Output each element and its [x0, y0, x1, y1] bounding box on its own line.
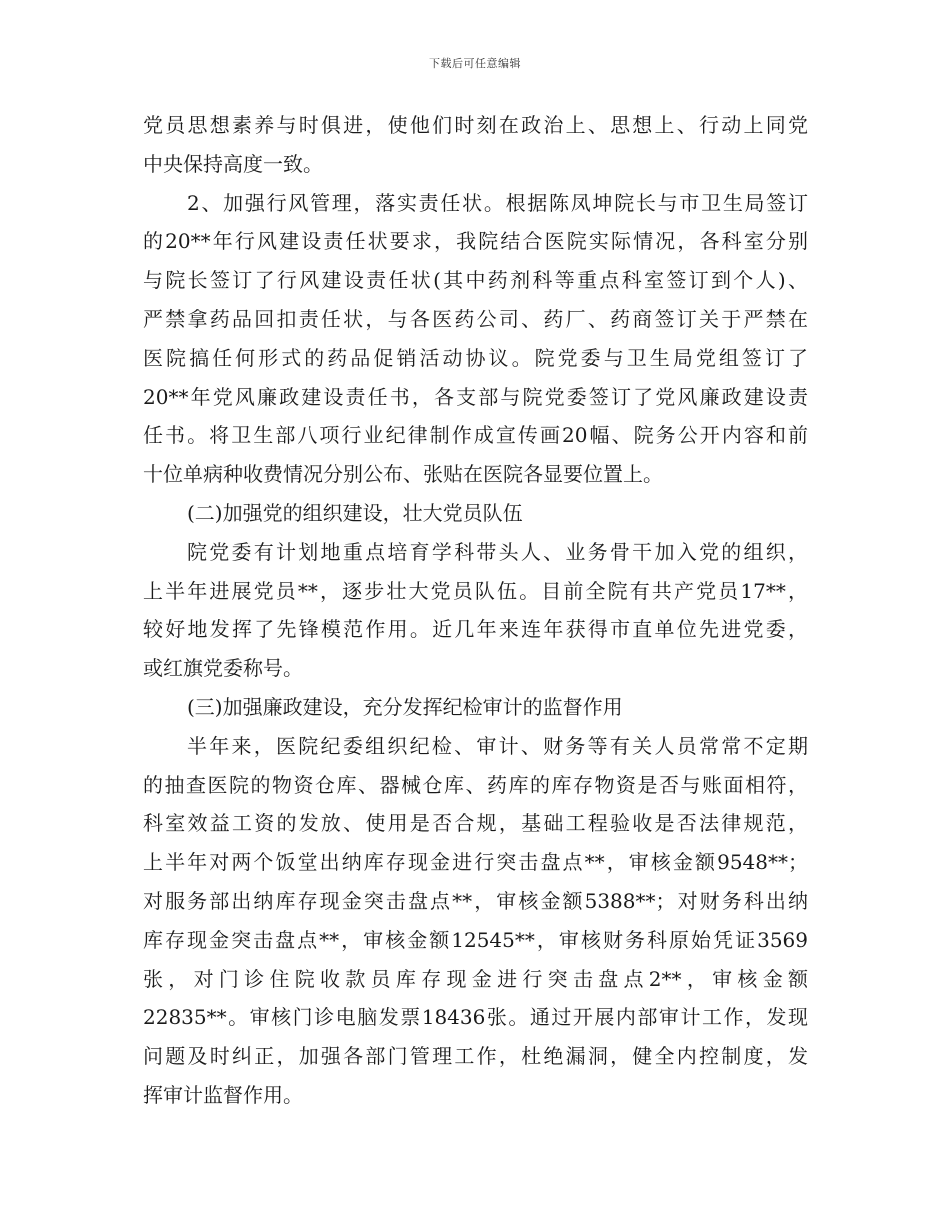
text-line: 任书。将卫生部八项行业纪律制作成宣传画20幅、院务公开内容和前 — [143, 423, 808, 448]
text-line: 22835**。审核门诊电脑发票18436张。通过开展内部审计工作，发现 — [143, 1005, 808, 1030]
text-line: 党员思想素养与时俱进，使他们时刻在政治上、思想上、行动上同党 — [143, 113, 808, 137]
text-line: 较好地发挥了先锋模范作用。近几年来连年获得市直单位先进党委， — [143, 617, 808, 642]
text-line: 科室效益工资的发放、使用是否合规，基础工程验收是否法律规范， — [143, 811, 808, 836]
text-line: (二)加强党的组织建设，壮大党员队伍 — [187, 500, 523, 525]
text-line: 库存现金突击盘点**，审核金额12545**，审核财务科原始凭证3569 — [143, 927, 808, 952]
text-line: 十位单病种收费情况分别公布、张贴在医院各显要位置上。 — [143, 462, 663, 487]
text-line: 问题及时纠正，加强各部门管理工作，杜绝漏洞，健全内控制度，发 — [143, 1044, 808, 1069]
text-line: 严禁拿药品回扣责任状，与各医药公司、药厂、药商签订关于严禁在 — [143, 306, 808, 331]
text-line: 医院搞任何形式的药品促销活动协议。院党委与卫生局党组签订了 — [143, 345, 808, 370]
document-body — [143, 106, 808, 1115]
text-line: 挥审计监督作用。 — [143, 1082, 303, 1107]
text-line: 院党委有计划地重点培育学科带头人、业务骨干加入党的组织， — [187, 539, 808, 564]
text-line: 或红旗党委称号。 — [143, 656, 303, 681]
text-line: 与院长签订了行风建设责任状(其中药剂科等重点科室签订到个人)、 — [143, 268, 808, 293]
text-line: 中央保持高度一致。 — [143, 151, 323, 176]
text-line: 20**年党风廉政建设责任书，各支部与院党委签订了党风廉政建设责 — [143, 384, 808, 409]
text-line: 上半年进展党员**，逐步壮大党员队伍。目前全院有共产党员17**， — [143, 578, 808, 603]
page-header: 下载后可任意编辑 — [429, 57, 521, 70]
text-line: (三)加强廉政建设，充分发挥纪检审计的监督作用 — [187, 694, 623, 719]
text-line: 半年来，医院纪委组织纪检、审计、财务等有关人员常常不定期 — [187, 733, 808, 758]
text-line: 对服务部出纳库存现金突击盘点**，审核金额5388**；对财务科出纳 — [143, 888, 808, 913]
text-line: 张，对门诊住院收款员库存现金进行突击盘点2**，审核金额 — [143, 966, 808, 991]
text-line: 上半年对两个饭堂出纳库存现金进行突击盘点**，审核金额9548**； — [143, 850, 808, 875]
text-line: 的20**年行风建设责任状要求，我院结合医院实际情况，各科室分别 — [143, 229, 808, 254]
text-line: 的抽查医院的物资仓库、器械仓库、药库的库存物资是否与账面相符， — [143, 772, 808, 797]
text-line: 2、加强行风管理，落实责任状。根据陈凤坤院长与市卫生局签订 — [187, 190, 808, 215]
